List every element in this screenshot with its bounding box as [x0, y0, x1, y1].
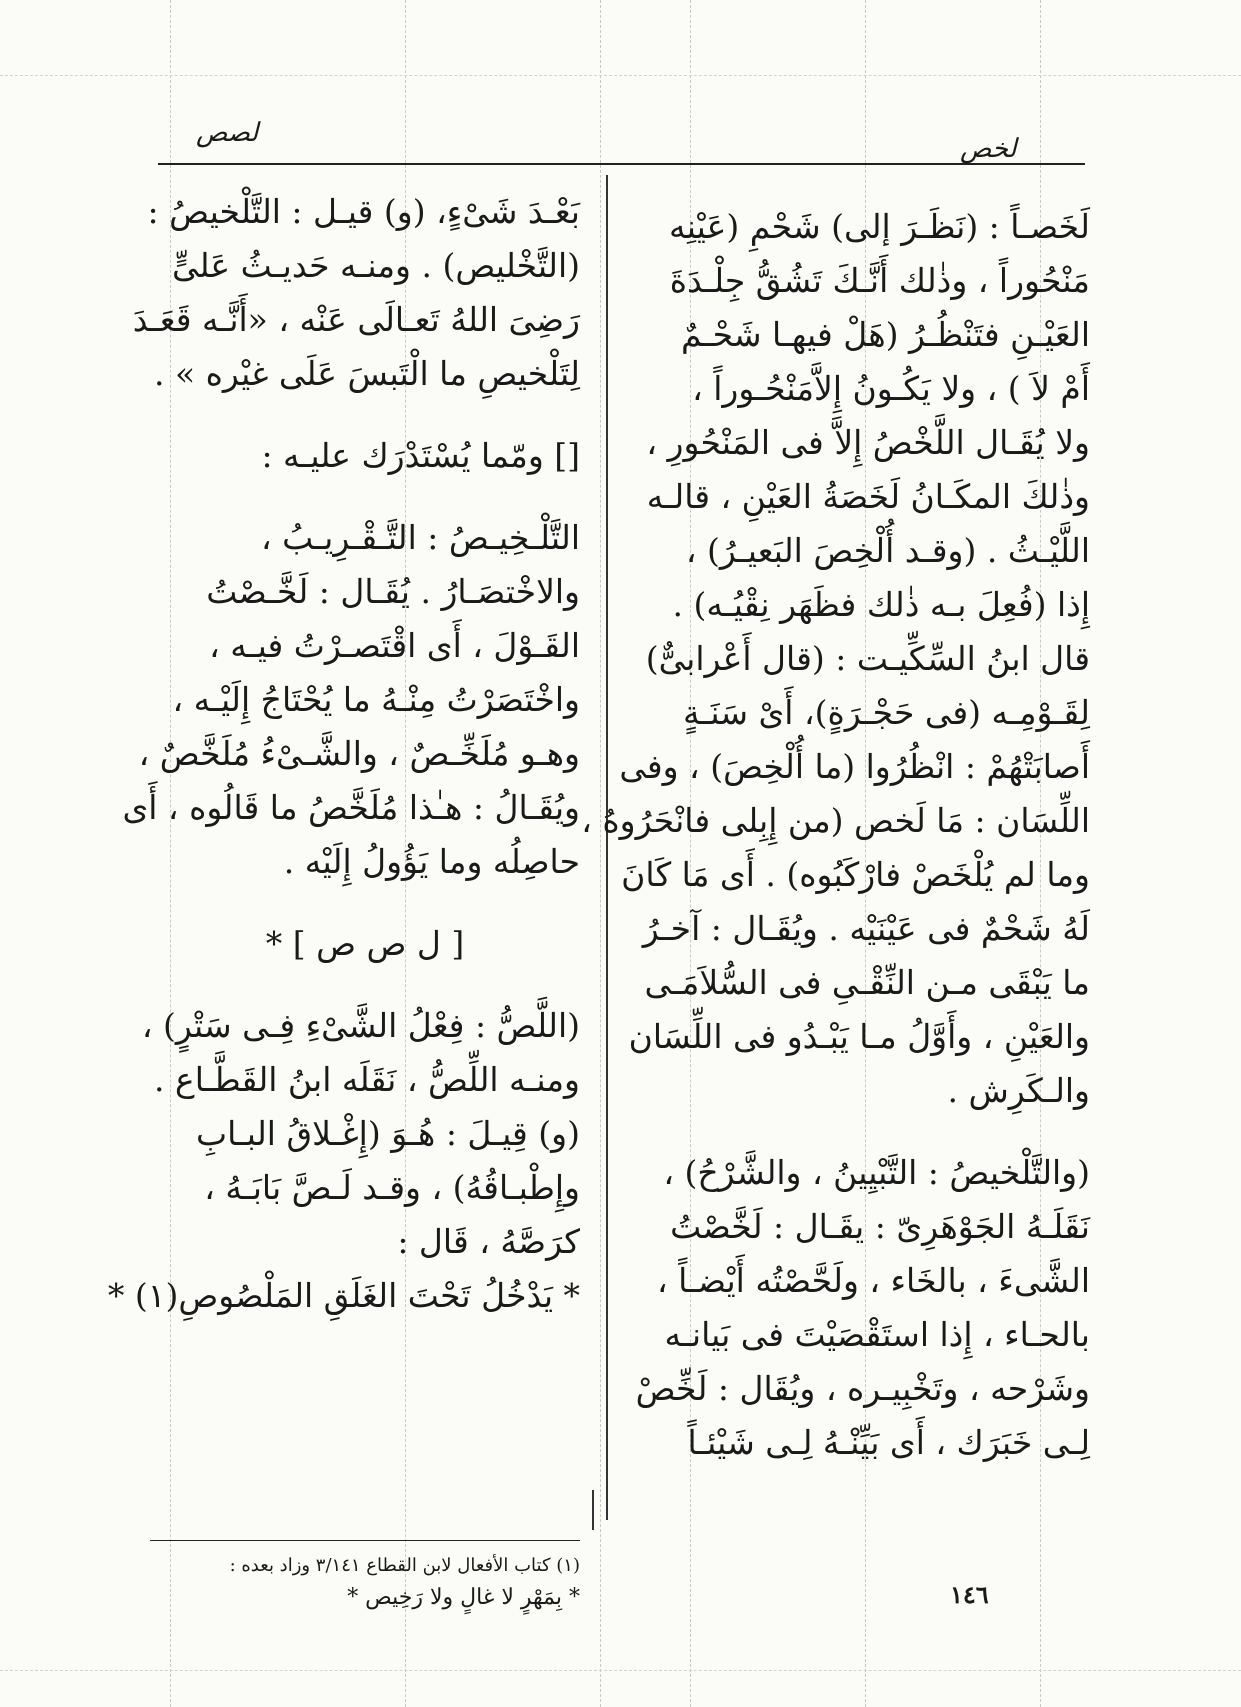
- text-line: العَيْـنِ فتَنْظُـرُ (هَلْ فيهـا شَحْـمٌ: [680, 315, 1090, 354]
- right-column: [581, 200, 1090, 1470]
- text-line: وذٰلكَ المكَـانُ لَخَصَةُ العَيْنِ ، قالـه: [646, 477, 1090, 516]
- text-line: الشَّىءَ ، بالخَاء ، ولَحَّصْتُه أَيْضـاً ،: [657, 1261, 1090, 1300]
- text-line: وشَرْحه ، وتَخْبِيـره ، ويُقَال : لَخِّصْ: [635, 1369, 1090, 1408]
- text-line: وهـو مُلَخِّـصٌ ، والشَّـىْءُ مُلَخَّصٌ ،: [138, 734, 580, 773]
- text-line: بالحـاء ، إِذا استَقْصَيْتَ فى بَيانـه: [664, 1315, 1090, 1354]
- entry-root-heading: [ ل ص ص ] *: [265, 924, 465, 963]
- text-line: لَخَصـاً : (نَظَـرَ إلى) شَحْمِ (عَيْنِه: [669, 207, 1090, 246]
- text-line: وإِطْبـاقُهُ) ، وقـد لَـصَّ بَابَـهُ ،: [204, 1168, 580, 1207]
- text-line: ويُقَـالُ : هـٰذا مُلَخَّصُ ما قَالُوه ، أَى: [122, 788, 580, 827]
- left-column: [107, 185, 580, 1323]
- text-line: ومنـه اللِّصُّ ، نَقَلَه ابنُ القَطَّـاع .: [154, 1060, 580, 1099]
- text-line: بَعْـدَ شَىْءٍ، (و) قيـل : التَّلْخيصُ :: [147, 192, 580, 231]
- verse-line: * يَدْخُلُ تَحْتَ الغَلَقِ المَلْصُوصِ(١) *: [107, 1276, 580, 1315]
- text-line: (اللَّصُّ : فِعْلُ الشَّىْءِ فِـى سَتْرٍ) ،: [141, 1006, 580, 1045]
- text-line: ولا يُقَـال اللَّخْصُ إِلاَّ فى المَنْحُورِ ،: [646, 423, 1090, 462]
- text-line: ما يَبْقَى مـن النِّقْـىِ فى السُّلاَمَـى: [644, 963, 1090, 1002]
- text-line: والعَيْنِ ، وأَوَّلُ مـا يَبْـدُو فى اللِّسَان: [628, 1017, 1090, 1056]
- scan-guide-line: [600, 0, 601, 1707]
- running-head-right: لخص: [960, 134, 1017, 164]
- text-line: واخْتَصَرْتُ مِنْـهُ ما يُحْتَاجُ إِلَيْـه ،: [172, 680, 580, 719]
- column-divider: [592, 1490, 594, 1530]
- text-line: اللِّسَان : مَا لَخص (من إِبِلى فانْحَرُوهُ ،: [581, 801, 1090, 840]
- footnote-citation: (١) كتاب الأفعال لابن القطاع ٣/١٤١ وزاد بعده :: [229, 1555, 580, 1576]
- text-line: اللَّيْـثُ . (وقـد أُلْخِصَ البَعيـرُ) ،: [685, 531, 1090, 570]
- text-line: حاصِلُه وما يَؤُولُ إِلَيْه .: [283, 842, 580, 881]
- text-line: إِذا (فُعِلَ بـه ذٰلك فظَهَر نِقْيُـه) .: [672, 585, 1090, 624]
- text-line: كرَصَّهُ ، قَال :: [397, 1222, 580, 1261]
- text-line: لَهُ شَحْمٌ فى عَيْنَيْه . ويُقَـال : آخـرُ: [642, 909, 1090, 948]
- header-rule: [158, 163, 1085, 165]
- text-line: لِقَـوْمِـه (فى حَجْـرَةٍ)، أَىْ سَنَـةٍ: [683, 693, 1090, 732]
- text-line: نَقَلَـهُ الجَوْهَرِىّ : يقَـال : لَخَّصْتُ: [670, 1207, 1090, 1246]
- scan-guide-line: [0, 1670, 1241, 1671]
- running-head-left: لصص: [196, 118, 259, 148]
- footnote-rule: [150, 1540, 580, 1541]
- text-line: مَنْحُوراً ، وذٰلك أَنَّـكَ تَشُقُّ جِلْـدَةَ: [669, 261, 1090, 300]
- text-line: قال ابنُ السِّكِّيـت : (قال أَعْرابىٌّ): [645, 639, 1090, 678]
- text-line: (التَّخْليص) . ومنـه حَديـثُ عَلىٍّ: [171, 246, 580, 285]
- text-line: (والتَّلْخيصُ : التَّبْيِينُ ، والشَّرْحُ) ،: [663, 1153, 1090, 1192]
- page-number: ١٤٦: [950, 1580, 989, 1609]
- text-line: التَّلْـخِيـصُ : التَّـقْـرِيـبُ ،: [260, 518, 580, 557]
- text-line: أَمْ لاَ ) ، ولا يَكُـونُ إِلاَّمَنْحُـوراً ،: [692, 369, 1090, 408]
- text-line: أَصابَتْهُمْ : انْظُرُوا (ما أُلْخِصَ) ، وفى: [619, 747, 1090, 786]
- text-line: وما لم يُلْخَصْ فارْكَبُوه) . أَى مَا كَانَ: [621, 855, 1090, 894]
- footnote-verse: * بِمَهْرٍ لا غالٍ ولا رَخِيص *: [347, 1585, 580, 1610]
- text-line: رَضِىَ اللهُ تَعـالَى عَنْه ، «أَنَّـه قَعَـدَ: [132, 300, 580, 339]
- scan-guide-line: [0, 75, 1241, 76]
- text-line: (و) قِيـلَ : هُـوَ (إِغْـلاقُ البـابِ: [196, 1114, 580, 1153]
- text-line: القَـوْلَ ، أَى اقْتَصـرْتُ فيـه ،: [209, 626, 580, 665]
- text-line: والاخْتصَـارُ . يُقَـال : لَخَّـصْتُ: [206, 572, 580, 611]
- text-line: لِـى خَبَرَك ، أَى بَيِّنْـهُ لِـى شَيْئـاً: [687, 1423, 1090, 1462]
- section-heading: [] ومّما يُسْتَدْرَك عليـه :: [261, 436, 580, 475]
- text-line: لِتَلْخيصِ ما الْتَبسَ عَلَى غيْره » .: [153, 354, 580, 393]
- text-line: والـكَرِش .: [947, 1071, 1090, 1110]
